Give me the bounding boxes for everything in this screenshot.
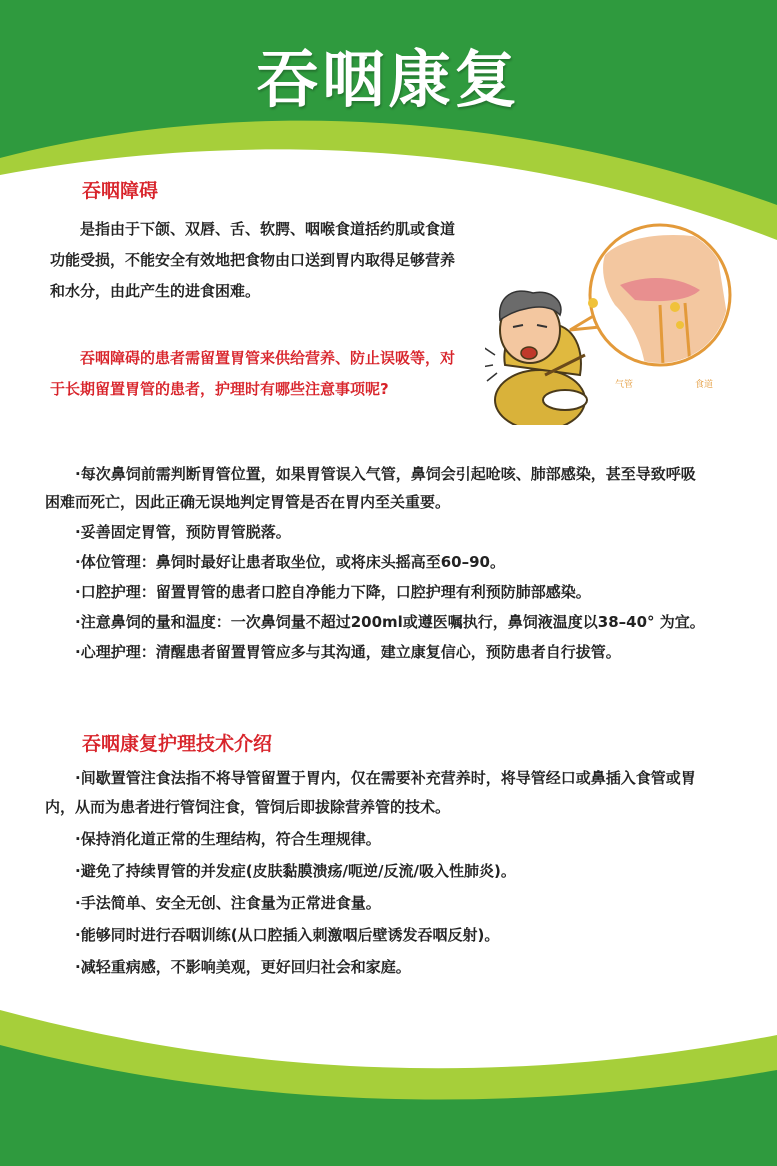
list-item: ·避免了持续胃管的并发症(皮肤黏膜溃疡/呃逆/反流/吸入性肺炎)。: [75, 862, 516, 880]
throat-cross-section-bubble: [570, 225, 735, 365]
page-title: 吞咽康复: [256, 43, 521, 116]
list-item: ·间歇置管注食法指不将导管留置于胃内，仅在需要补充营养时，将导管经口或鼻插入食管或胃内，从而为患者进行管饲注食，管饲后即拔除营养管的技术。: [45, 769, 696, 816]
top-green-banner: [0, 0, 777, 250]
list-item: ·口腔护理：留置胃管的患者口腔自净能力下降，口腔护理有利预防肺部感染。: [75, 583, 591, 601]
bottom-green-banner: [0, 990, 777, 1166]
section-title-rehab-tech: 吞咽康复护理技术介绍: [82, 733, 273, 755]
swallowing-illustration: [485, 215, 735, 425]
list-item: ·每次鼻饲前需判断胃管位置，如果胃管误入气管，鼻饲会引起呛咳、肺部感染，甚至导致呼吸困难而死亡，因此正确无误地判定胃管是否在胃内至关重要。: [45, 465, 696, 511]
label-trachea: 气管: [615, 380, 634, 390]
section-title-dysphagia: 吞咽障碍: [82, 180, 159, 202]
label-esophagus: 食道: [695, 380, 714, 390]
list-item: ·妥善固定胃管，预防胃管脱落。: [75, 523, 291, 541]
care-question: 吞咽障碍的患者需留置胃管来供给营养、防止误吸等，对于长期留置胃管的患者，护理时有哪些注意事项呢?: [50, 349, 456, 398]
rehab-tech-list: [45, 764, 705, 985]
list-item: ·心理护理：清醒患者留置胃管应多与其沟通，建立康复信心，预防患者自行拔管。: [75, 643, 621, 661]
list-item: ·手法简单、安全无创、注食量为正常进食量。: [75, 894, 381, 912]
dysphagia-definition: 是指由于下颌、双唇、舌、软腭、咽喉食道括约肌或食道功能受损，不能安全有效地把食物由口送到胃内取得足够营养和水分，由此产生的进食困难。: [50, 220, 456, 300]
list-item: ·体位管理：鼻饲时最好让患者取坐位，或将床头摇高至60–90。: [75, 553, 505, 571]
care-items-list: [45, 460, 705, 668]
list-item: ·能够同时进行吞咽训练(从口腔插入刺激咽后壁诱发吞咽反射)。: [75, 926, 500, 944]
list-item: ·保持消化道正常的生理结构，符合生理规律。: [75, 830, 381, 848]
patient-figure: [485, 291, 587, 425]
list-item: ·减轻重病感，不影响美观，更好回归社会和家庭。: [75, 958, 411, 976]
illustration-labels: [615, 378, 713, 390]
list-item: ·注意鼻饲的量和温度：一次鼻饲量不超过200ml或遵医嘱执行，鼻饲液温度以38–40° 为宜。: [75, 613, 705, 631]
